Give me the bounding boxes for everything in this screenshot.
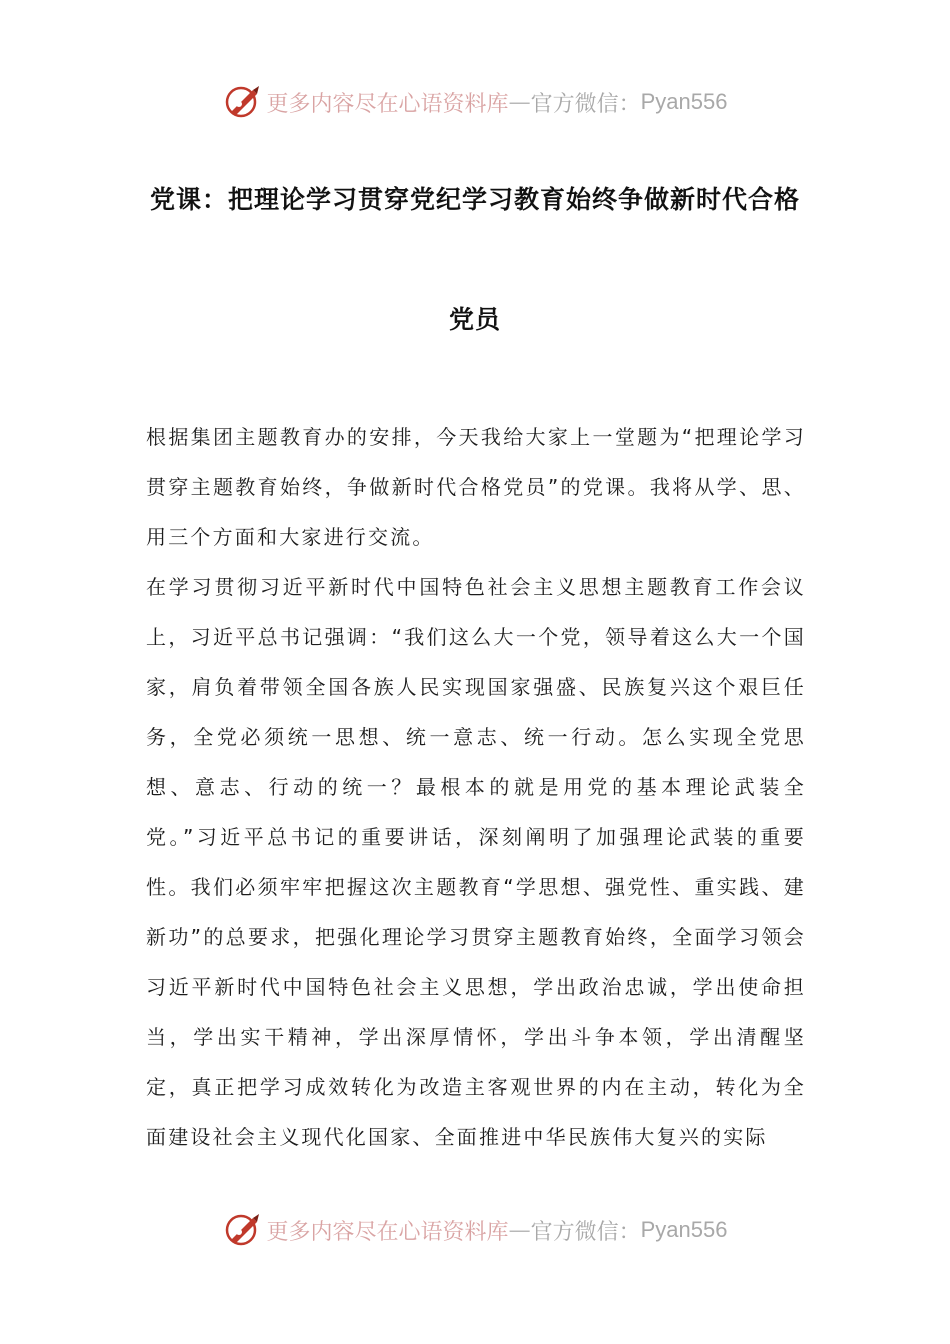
banner-wechat-label: 官方微信：: [530, 1219, 641, 1245]
header-banner: [0, 80, 950, 124]
banner-promo-text: 更多内容尽在心语资料库: [266, 91, 509, 117]
document-body: [146, 412, 806, 1162]
banner-promo-text: 更多内容尽在心语资料库: [266, 1219, 509, 1245]
banner-dash: —: [508, 89, 531, 115]
banner-dash: —: [508, 1217, 531, 1243]
document-title-line2: 党员: [448, 305, 501, 334]
paragraph: 根据集团主题教育办的安排，今天我给大家上一堂题为“把理论学习贯穿主题教育始终，争做新时代合格党员”的党课。我将从学、思、用三个方面和大家进行交流。: [146, 425, 806, 549]
paragraph: 在学习贯彻习近平新时代中国特色社会主义思想主题教育工作会议上，习近平总书记强调：“我们这么大一个党，领导着这么大一个国家，肩负着带领全国各族人民实现国家强盛、民族复兴这个艰巨任务，全党必须统一思想、统一意志、统一行动。怎么实现全党思想、意志、行动的统一？最根本的就是用党的基本理论武装全党。”习近平总书记的重要讲话，深刻阐明了加强理论武装的重要性。我们必须牢牢把握这次主题教育“学思想、强党性、重实践、建新功”的总要求，把强化理论学习贯穿主题教育始终，全面学习领会习近平新时代中国特色社会主义思想，学出政治忠诚，学出使命担当，学出实干精神，学出深厚情怀，学出斗争本领，学出清醒坚定，真正把学习成效转化为改造主客观世界的内在主动，转化为全面建设社会主义现代化国家、全面推进中华民族伟大复兴的实际: [146, 575, 806, 1149]
pen-logo-icon: [223, 1210, 263, 1250]
banner-wechat-label: 官方微信：: [530, 91, 641, 117]
banner-wechat-id: Pyan556: [640, 1217, 728, 1242]
banner-wechat-id: Pyan556: [640, 89, 728, 114]
footer-banner: [0, 1208, 950, 1252]
document-title-line1: 党课：把理论学习贯穿党纪学习教育始终争做新时代合格: [149, 185, 800, 214]
pen-logo-icon: [223, 82, 263, 122]
